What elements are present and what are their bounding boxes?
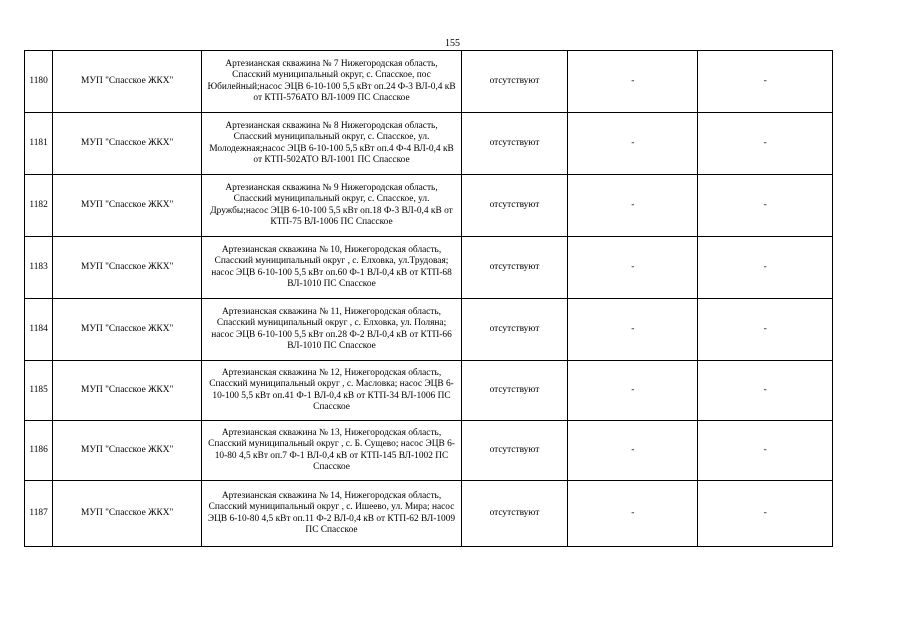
cell-dash-2: - xyxy=(698,299,833,361)
organization: МУП "Спасское ЖКХ" xyxy=(53,237,202,299)
table-row xyxy=(25,481,833,547)
row-number: 1183 xyxy=(25,237,53,299)
cell-dash-1: - xyxy=(568,421,698,481)
object-description: Артезианская скважина № 7 Нижегородская область, Спасский муниципальный округ, с. Спасское, пос Юбилейный;насос ЭЦВ 6-10-100 5,5 кВт оп.24 Ф-3 ВЛ-0,4 кВ от КТП-576АТО ВЛ-1009 ПС Спасское xyxy=(202,51,462,113)
cell-dash-1: - xyxy=(568,481,698,547)
table-row xyxy=(25,113,833,175)
object-description: Артезианская скважина № 14, Нижегородская область, Спасский муниципальный округ , с. Ишеево, ул. Мира; насос ЭЦВ 6-10-80 4,5 кВт оп.11 Ф-2 ВЛ-0,4 кВ от КТП-62 ВЛ-1009 ПС Спасское xyxy=(202,481,462,547)
table-row xyxy=(25,361,833,421)
row-number: 1184 xyxy=(25,299,53,361)
table-row xyxy=(25,421,833,481)
status: отсутствуют xyxy=(461,299,567,361)
table-row xyxy=(25,237,833,299)
status: отсутствуют xyxy=(461,481,567,547)
row-number: 1187 xyxy=(25,481,53,547)
status: отсутствуют xyxy=(461,175,567,237)
table-row xyxy=(25,299,833,361)
row-number: 1186 xyxy=(25,421,53,481)
page-number: 155 xyxy=(445,38,460,49)
object-description: Артезианская скважина № 12, Нижегородская область, Спасский муниципальный округ , с. Масловка; насос ЭЦВ 6-10-100 5,5 кВт оп.41 Ф-1 ВЛ-0,4 кВ от КТП-34 ВЛ-1006 ПС Спасское xyxy=(202,361,462,421)
status: отсутствуют xyxy=(461,361,567,421)
organization: МУП "Спасское ЖКХ" xyxy=(53,175,202,237)
table-row xyxy=(25,175,833,237)
object-description: Артезианская скважина № 10, Нижегородская область, Спасский муниципальный округ , с. Елховка, ул.Трудовая; насос ЭЦВ 6-10-100 5,5 кВт оп.60 Ф-1 ВЛ-0,4 кВ от КТП-68 ВЛ-1010 ПС Спасское xyxy=(202,237,462,299)
row-number: 1182 xyxy=(25,175,53,237)
object-description: Артезианская скважина № 9 Нижегородская область, Спасский муниципальный округ, с. Спасское, ул. Дружбы;насос ЭЦВ 6-10-100 5,5 кВт оп.18 Ф-3 ВЛ-0,4 кВ от КТП-75 ВЛ-1006 ПС Спасское xyxy=(202,175,462,237)
status: отсутствуют xyxy=(461,237,567,299)
table-row xyxy=(25,51,833,113)
organization: МУП "Спасское ЖКХ" xyxy=(53,299,202,361)
cell-dash-1: - xyxy=(568,51,698,113)
status: отсутствуют xyxy=(461,113,567,175)
registry-table xyxy=(24,50,833,547)
cell-dash-2: - xyxy=(698,175,833,237)
cell-dash-1: - xyxy=(568,175,698,237)
cell-dash-1: - xyxy=(568,113,698,175)
organization: МУП "Спасское ЖКХ" xyxy=(53,51,202,113)
organization: МУП "Спасское ЖКХ" xyxy=(53,481,202,547)
cell-dash-1: - xyxy=(568,299,698,361)
row-number: 1181 xyxy=(25,113,53,175)
organization: МУП "Спасское ЖКХ" xyxy=(53,421,202,481)
row-number: 1180 xyxy=(25,51,53,113)
organization: МУП "Спасское ЖКХ" xyxy=(53,113,202,175)
cell-dash-2: - xyxy=(698,113,833,175)
object-description: Артезианская скважина № 13, Нижегородская область, Спасский муниципальный округ , с. Б. Сущево; насос ЭЦВ 6-10-80 4,5 кВт оп.7 Ф-1 ВЛ-0,4 кВ от КТП-145 ВЛ-1002 ПС Спасское xyxy=(202,421,462,481)
cell-dash-2: - xyxy=(698,361,833,421)
status: отсутствуют xyxy=(461,421,567,481)
cell-dash-2: - xyxy=(698,421,833,481)
cell-dash-2: - xyxy=(698,481,833,547)
organization: МУП "Спасское ЖКХ" xyxy=(53,361,202,421)
object-description: Артезианская скважина № 11, Нижегородская область, Спасский муниципальный округ , с. Елховка, ул. Поляна; насос ЭЦВ 6-10-100 5,5 кВт оп.28 Ф-2 ВЛ-0,4 кВ от КТП-66 ВЛ-1010 ПС Спасское xyxy=(202,299,462,361)
object-description: Артезианская скважина № 8 Нижегородская область, Спасский муниципальный округ, с. Спасское, ул. Молодежная;насос ЭЦВ 6-10-100 5,5 кВт оп.4 Ф-4 ВЛ-0,4 кВ от КТП-502АТО ВЛ-1001 ПС Спасское xyxy=(202,113,462,175)
cell-dash-1: - xyxy=(568,361,698,421)
status: отсутствуют xyxy=(461,51,567,113)
cell-dash-2: - xyxy=(698,237,833,299)
cell-dash-1: - xyxy=(568,237,698,299)
cell-dash-2: - xyxy=(698,51,833,113)
row-number: 1185 xyxy=(25,361,53,421)
